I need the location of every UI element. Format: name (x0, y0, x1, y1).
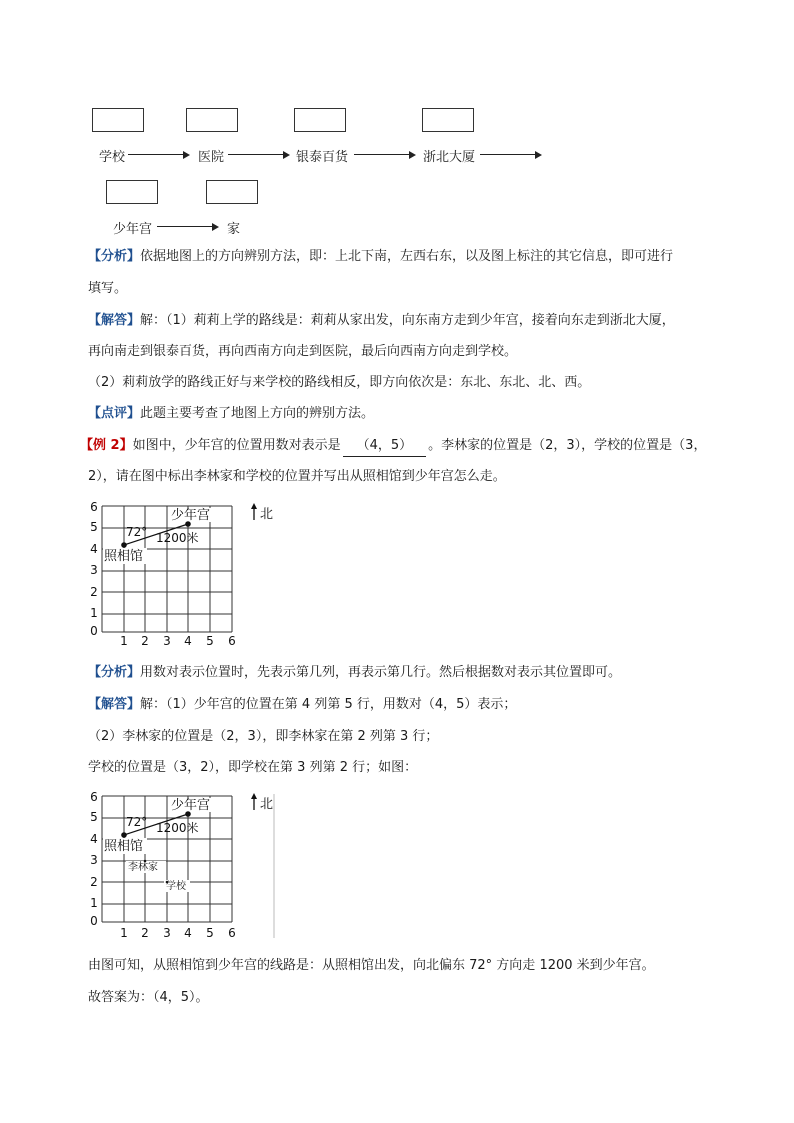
y-tick: 5 (90, 810, 98, 824)
answer-box-2[interactable] (186, 108, 238, 132)
x-tick: 3 (163, 926, 171, 940)
north-label: 北 (260, 797, 274, 812)
example-tag: 【例 2】 (80, 438, 133, 453)
answer-text: 解：（1）少年宫的位置在第 4 列第 5 行，用数对（4，5）表示； (140, 697, 517, 712)
analysis-2 (88, 663, 621, 683)
answer-blank[interactable]: （4，5） (343, 436, 427, 457)
analysis-text: 用数对表示位置时，先表示第几列，再表示第几行。然后根据数对表示其位置即可。 (140, 665, 622, 680)
analysis-tag: 【分析】 (88, 665, 141, 680)
flow-node-building: 浙北大厦 (423, 150, 476, 165)
answer-box-3[interactable] (294, 108, 346, 132)
school-label: 学校 (166, 881, 186, 892)
answer-box-4[interactable] (422, 108, 474, 132)
conclusion-line1: 由图可知，从照相馆到少年宫的线路是：从照相馆出发，向北偏东 72° 方向走 1200 米到少年宫。 (88, 958, 655, 973)
flow-arrow (228, 154, 288, 155)
x-tick: 5 (206, 634, 214, 646)
distance-label: 1200米 (156, 821, 199, 835)
analysis-text: 依据地图上的方向辨别方法，即：上北下南，左西右东，以及图上标注的其它信息，即可进行 (140, 249, 674, 264)
answer-1-line3: （2）莉莉放学的路线正好与来学校的路线相反，即方向依次是：东北、东北、北、西。 (88, 375, 591, 390)
x-tick: 4 (184, 634, 192, 646)
y-ticks (90, 500, 98, 638)
comment-text: 此题主要考查了地图上方向的辨别方法。 (140, 406, 375, 421)
photo-studio-label: 照相馆 (104, 549, 144, 564)
answer-2-line2: （2）李林家的位置是（2，3），即李林家在第 2 列第 3 行； (88, 729, 439, 744)
flow-node-palace: 少年宫 (113, 222, 153, 237)
x-tick: 6 (228, 634, 236, 646)
angle-label: 72° (126, 815, 148, 829)
answer-tag: 【解答】 (88, 313, 141, 328)
x-tick: 4 (184, 926, 192, 940)
flow-arrow (480, 154, 540, 155)
home-label: 李林家 (128, 862, 158, 873)
palace-label: 少年宫 (171, 508, 211, 523)
analysis-1-line2: 填写。 (88, 281, 128, 296)
y-tick: 6 (90, 790, 98, 804)
north-label: 北 (260, 507, 274, 522)
flow-node-mall: 银泰百货 (296, 150, 349, 165)
flow-node-hospital: 医院 (198, 150, 225, 165)
flow-arrow (157, 226, 217, 227)
example-text-a: 如图中，少年宫的位置用数对表示是 (132, 438, 341, 453)
y-tick: 2 (90, 585, 98, 599)
answer-1-line2: 再向南走到银泰百货，再向西南方向走到医院，最后向西南方向走到学校。 (88, 344, 518, 359)
analysis-tag: 【分析】 (88, 249, 141, 264)
y-tick: 2 (90, 875, 98, 889)
coordinate-grid-1 (86, 498, 306, 646)
answer-text: 解：（1）莉莉上学的路线是：莉莉从家出发，向东南方走到少年宫，接着向东走到浙北大厦， (140, 313, 675, 328)
answer-1-line1 (88, 311, 675, 331)
x-tick: 1 (120, 926, 128, 940)
y-tick: 1 (90, 896, 98, 910)
x-ticks (120, 926, 236, 940)
example-2-line1 (80, 436, 706, 457)
flow-node-home: 家 (227, 222, 241, 237)
comment-1 (88, 404, 374, 424)
x-tick: 2 (141, 926, 149, 940)
palace-label: 少年宫 (171, 798, 211, 813)
example-2-line2: 2），请在图中标出李林家和学校的位置并写出从照相馆到少年宫怎么走。 (88, 469, 506, 484)
angle-label: 72° (126, 525, 148, 539)
north-arrow-icon (251, 793, 257, 810)
north-arrow-icon (251, 503, 257, 520)
y-tick: 5 (90, 520, 98, 534)
answer-tag: 【解答】 (88, 697, 141, 712)
y-tick: 6 (90, 500, 98, 514)
grid-lines (102, 506, 232, 632)
y-tick: 3 (90, 853, 98, 867)
flow-node-school: 学校 (99, 150, 126, 165)
y-tick: 4 (90, 542, 98, 556)
distance-label: 1200米 (156, 531, 199, 545)
x-tick: 6 (228, 926, 236, 940)
photo-studio-point (121, 832, 127, 838)
answer-box-1[interactable] (92, 108, 144, 132)
flow-arrow (128, 154, 188, 155)
y-tick: 0 (90, 624, 98, 638)
example-text-b: 。李林家的位置是（2，3），学校的位置是（3， (428, 438, 707, 453)
answer-2-line3: 学校的位置是（3，2），即学校在第 3 列第 2 行；如图： (88, 760, 418, 775)
y-tick: 0 (90, 914, 98, 928)
x-tick: 3 (163, 634, 171, 646)
x-tick: 2 (141, 634, 149, 646)
analysis-1-line1 (88, 247, 673, 267)
comment-tag: 【点评】 (88, 406, 141, 421)
coordinate-grid-2 (86, 788, 306, 940)
photo-studio-label: 照相馆 (104, 839, 144, 854)
grid-lines (102, 796, 232, 922)
flow-arrow (354, 154, 414, 155)
conclusion-line2: 故答案为：（4，5）。 (88, 990, 209, 1005)
y-tick: 4 (90, 832, 98, 846)
answer-2-line1 (88, 695, 516, 715)
answer-box-6[interactable] (206, 180, 258, 204)
y-tick: 3 (90, 563, 98, 577)
photo-studio-point (121, 542, 127, 548)
x-tick: 5 (206, 926, 214, 940)
y-tick: 1 (90, 606, 98, 620)
answer-box-5[interactable] (106, 180, 158, 204)
x-tick: 1 (120, 634, 128, 646)
y-ticks (90, 790, 98, 928)
x-ticks (120, 634, 236, 646)
